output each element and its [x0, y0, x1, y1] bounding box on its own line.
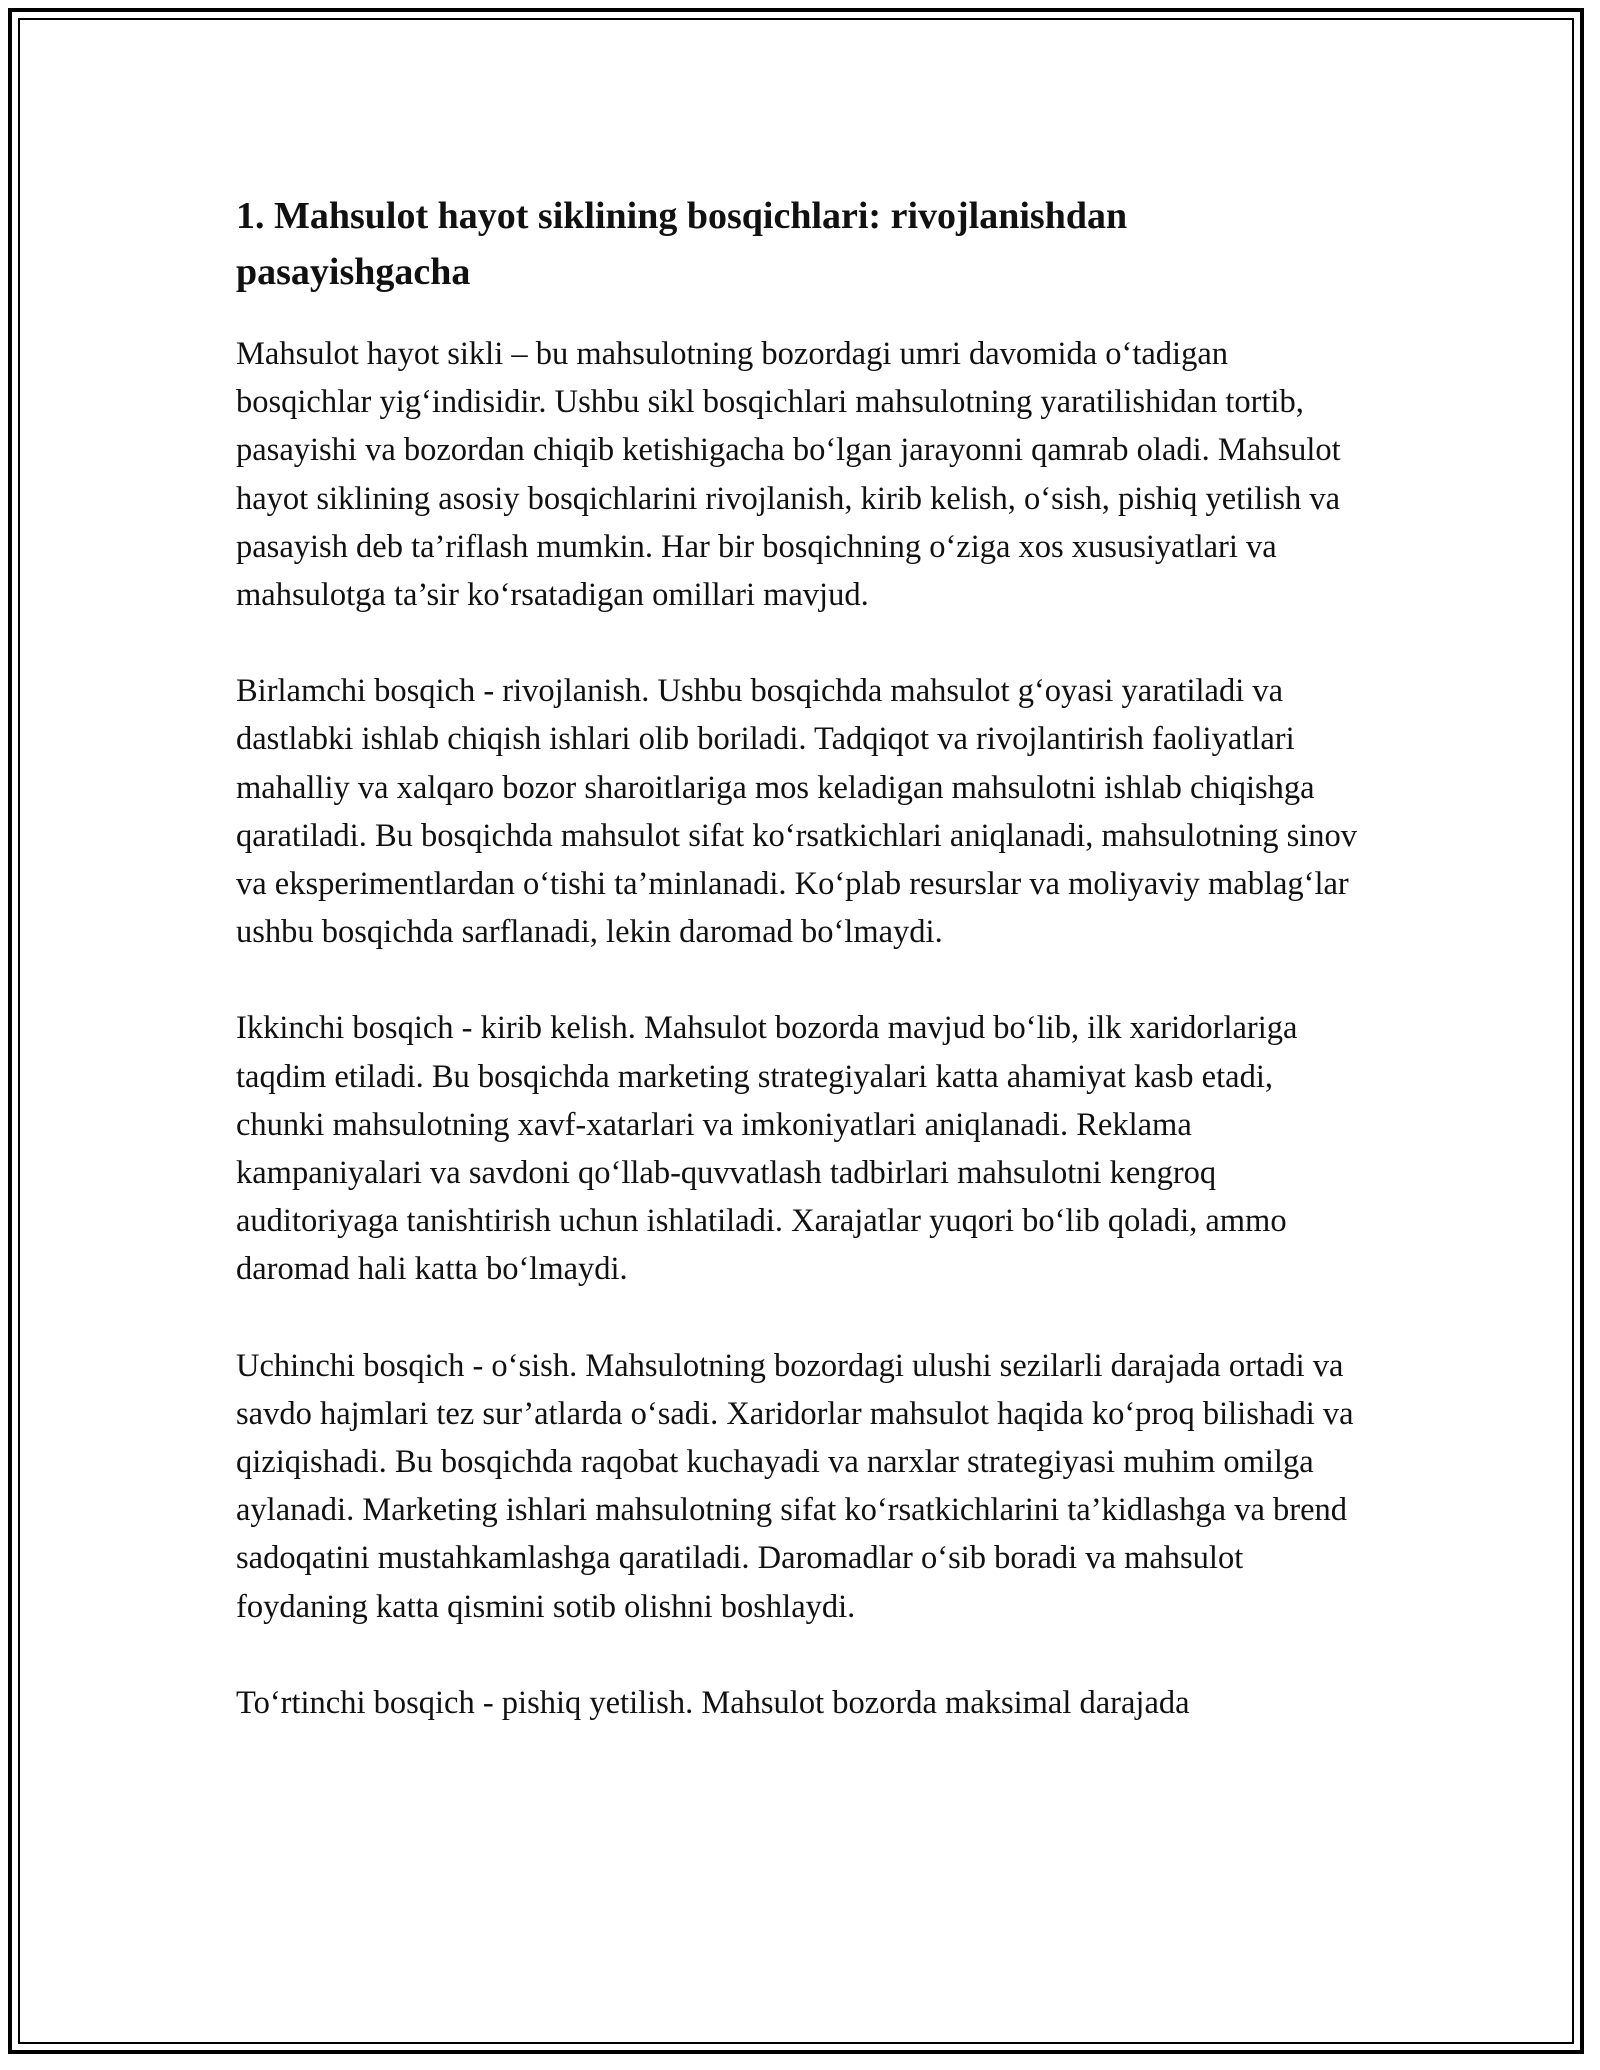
paragraph-development-stage: Birlamchi bosqich - rivojlanish. Ushbu bosqichda mahsulot g‘oyasi yaratiladi va dastlabki ishlab chiqish ishlari olib boriladi. Tadqiqot va rivojlantirish faoliyatlari mahalliy va xalqaro bozor sharoitlariga mos keladigan mahsulotni ishlab chiqishga qaratiladi. Bu bosqichda mahsulot sifat ko‘rsatkichlari aniqlanadi, mahsulotning sinov va eksperimentlardan o‘tishi ta’minlanadi. Ko‘plab resurslar va moliyaviy mablag‘lar ushbu bosqichda sarflanadi, lekin daromad bo‘lmaydi.: [236, 673, 1358, 951]
paragraph-growth-stage: Uchinchi bosqich - o‘sish. Mahsulotning bozordagi ulushi sezilarli darajada ortadi va savdo hajmlari tez sur’atlarda o‘sadi. Xaridorlar mahsulot haqida ko‘proq bilishadi va qiziqishadi. Bu bosqichda raqobat kuchayadi va narxlar strategiyasi muhim omilga aylanadi. Marketing ishlari mahsulotning sifat ko‘rsatkichlarini ta’kidlashga va brend sadoqatini mustahkamlashga qaratiladi. Daromadlar o‘sib boradi va mahsulot foydaning katta qismini sotib olishni boshlaydi.: [236, 1347, 1354, 1625]
document-body: [236, 188, 1366, 1727]
paragraph-intro: Mahsulot hayot sikli – bu mahsulotning bozordagi umri davomida o‘tadigan bosqichlar yig‘indisidir. Ushbu sikl bosqichlari mahsulotning yaratilishidan tortib, pasayishi va bozordan chiqib ketishigacha bo‘lgan jarayonni qamrab oladi. Mahsulot hayot siklining asosiy bosqichlarini rivojlanish, kirib kelish, o‘sish, pishiq yetilish va pasayish deb ta’riflash mumkin. Har bir bosqichning o‘ziga xos xususiyatlari va mahsulotga ta’sir ko‘rsatadigan omillari mavjud.: [236, 336, 1341, 614]
paragraph-introduction-stage: Ikkinchi bosqich - kirib kelish. Mahsulot bozorda mavjud bo‘lib, ilk xaridorlariga taqdim etiladi. Bu bosqichda marketing strategiyalari katta ahamiyat kasb etadi, chunki mahsulotning xavf-xatarlari va imkoniyatlari aniqlanadi. Reklama kampaniyalari va savdoni qo‘llab-quvvatlash tadbirlari mahsulotni kengroq auditoriyaga tanishtirish uchun ishlatiladi. Xarajatlar yuqori bo‘lib qoladi, ammo daromad hali katta bo‘lmaydi.: [236, 1010, 1298, 1288]
section-heading: 1. Mahsulot hayot siklining bosqichlari: rivojlanishdan pasayishgacha: [236, 195, 1128, 293]
paragraph-maturity-stage: To‘rtinchi bosqich - pishiq yetilish. Mahsulot bozorda maksimal darajada: [236, 1684, 1190, 1721]
